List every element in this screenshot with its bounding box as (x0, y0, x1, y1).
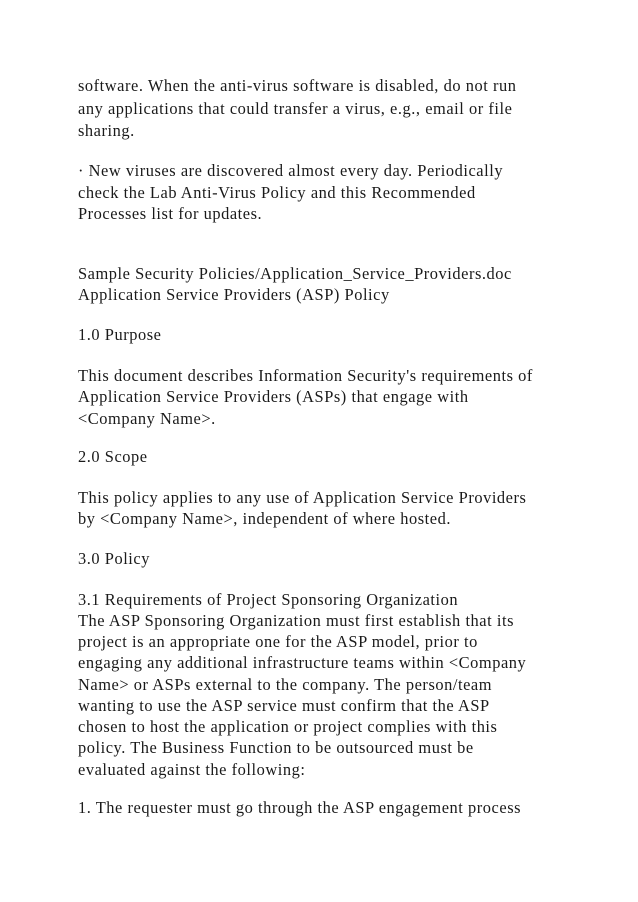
text-line: Name> or ASPs external to the company. The person/team (78, 675, 493, 694)
text-line: Sample Security Policies/Application_Service_Providers.doc (78, 264, 512, 283)
section-heading-scope: 2.0 Scope (78, 447, 148, 466)
text-line: This policy applies to any use of Application Service Providers (78, 488, 527, 507)
text-line: This document describes Information Security's requirements of (78, 366, 533, 385)
text-line: engaging any additional infrastructure teams within <Company (78, 653, 527, 672)
section-heading-purpose: 1.0 Purpose (78, 325, 162, 344)
text-line: check the Lab Anti-Virus Policy and this Recommended (78, 183, 476, 202)
subsection-heading: 3.1 Requirements of Project Sponsoring Organization (78, 590, 459, 609)
text-line: 1. The requester must go through the ASP engagement process (78, 798, 522, 817)
text-line: chosen to host the application or project complies with this (78, 717, 498, 736)
section-heading-policy: 3.0 Policy (78, 549, 150, 568)
text-line: The ASP Sponsoring Organization must first establish that its (78, 611, 515, 630)
text-line: wanting to use the ASP service must confirm that the ASP (78, 696, 490, 715)
text-line: Processes list for updates. (78, 204, 263, 223)
text-line: · New viruses are discovered almost every day. Periodically (78, 161, 504, 180)
text-line: policy. The Business Function to be outsourced must be (78, 738, 474, 757)
text-line: any applications that could transfer a virus, e.g., email or file (78, 99, 513, 118)
text-line: evaluated against the following: (78, 760, 306, 779)
text-line: sharing. (78, 121, 135, 140)
text-line: project is an appropriate one for the ASP model, prior to (78, 632, 478, 651)
text-line: software. When the anti-virus software is disabled, do not run (78, 76, 517, 95)
text-line: <Company Name>. (78, 409, 216, 428)
text-line: by <Company Name>, independent of where hosted. (78, 509, 451, 528)
text-line: Application Service Providers (ASPs) that engage with (78, 387, 469, 406)
document-title: Application Service Providers (ASP) Policy (78, 285, 390, 304)
